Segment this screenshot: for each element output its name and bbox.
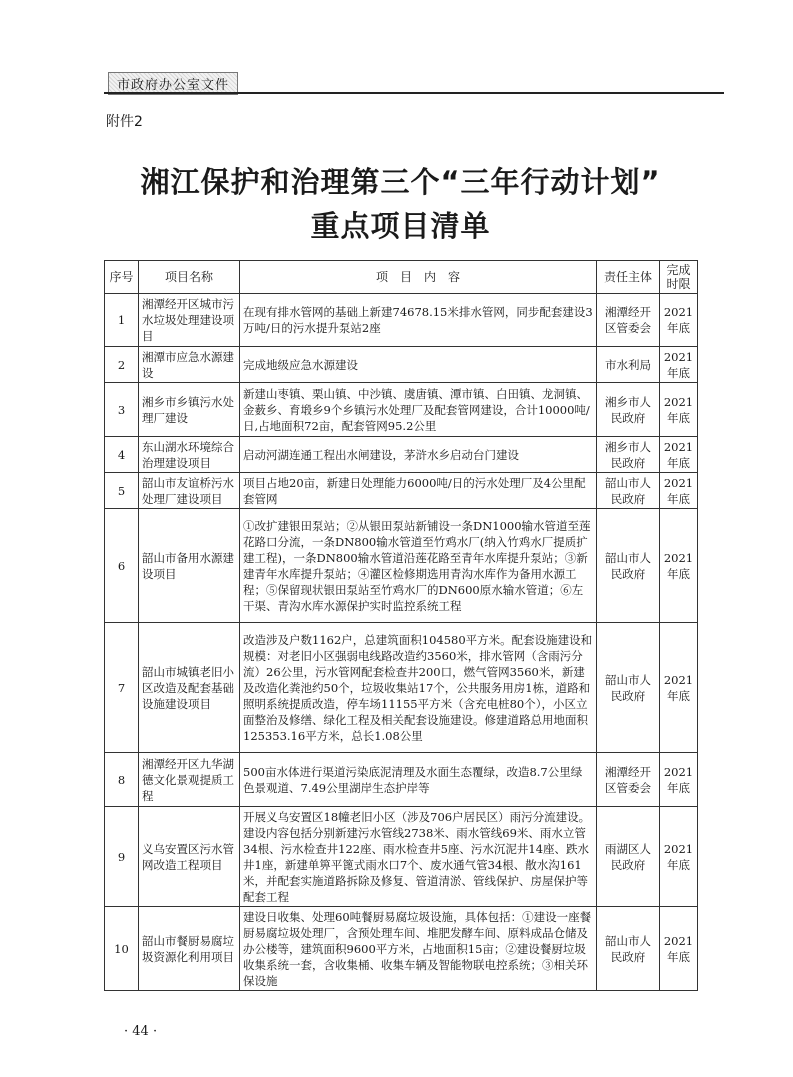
row-no: 6 <box>105 509 139 623</box>
row-name: 湘潭经开区九华湖德文化景观提质工程 <box>139 753 240 807</box>
row-content: 项目占地20亩，新建日处理能力6000吨/日的污水处理厂及4公里配套管网 <box>240 473 597 509</box>
row-owner: 雨湖区人民政府 <box>597 807 660 907</box>
row-name: 韶山市备用水源建设项目 <box>139 509 240 623</box>
row-deadline: 2021年底 <box>660 807 698 907</box>
row-owner: 市水利局 <box>597 347 660 383</box>
row-no: 4 <box>105 437 139 473</box>
row-content: 完成地级应急水源建设 <box>240 347 597 383</box>
row-deadline: 2021年底 <box>660 383 698 437</box>
header-owner: 责任主体 <box>597 261 660 294</box>
page-title-line1: 湘江保护和治理第三个“三年行动计划” <box>140 165 661 199</box>
row-no: 5 <box>105 473 139 509</box>
table-row <box>105 753 698 807</box>
row-content: ①改扩建银田泵站；②从银田泵站新铺设一条DN1000输水管道至莲花路口分流，一条DN800输水管道至竹鸡水厂(纳入竹鸡水厂提质扩建工程)，一条DN800输水管道沿莲花路至青年水库提升泵站；③新建青年水库提升泵站；④灌区检修期选用青沟水库作为备用水源工程；⑤保留现状银田泵站至竹鸡水厂的DN600原水输水管道；⑥左干渠、青沟水库水源保护实时监控系统工程 <box>240 509 597 623</box>
row-owner: 韶山市人民政府 <box>597 473 660 509</box>
row-name: 韶山市友谊桥污水处理厂建设项目 <box>139 473 240 509</box>
row-name: 湘潭市应急水源建设 <box>139 347 240 383</box>
row-no: 1 <box>105 294 139 347</box>
page-title-line2: 重点项目清单 <box>310 209 491 243</box>
row-content: 建设日收集、处理60吨餐厨易腐垃圾设施，具体包括：①建设一座餐厨易腐垃圾处理厂，含预处理车间、堆肥发酵车间、原料成品仓储及办公楼等，建筑面积9600平方米，占地面积15亩；②建设餐厨垃圾收集系统一套，含收集桶、收集车辆及智能物联电控系统；③相关环保设施 <box>240 907 597 991</box>
row-deadline: 2021年底 <box>660 509 698 623</box>
page-number: · 44 · <box>124 1024 158 1039</box>
row-no: 8 <box>105 753 139 807</box>
row-owner: 韶山市人民政府 <box>597 623 660 753</box>
row-name: 义乌安置区污水管网改造工程项目 <box>139 807 240 907</box>
row-owner: 湘潭经开区管委会 <box>597 294 660 347</box>
row-no: 3 <box>105 383 139 437</box>
row-content: 启动河湖连通工程出水闸建设，茅浒水乡启动台门建设 <box>240 437 597 473</box>
row-content: 500亩水体进行渠道污染底泥清理及水面生态覆绿，改造8.7公里绿色景观道、7.49公里湖岸生态护岸等 <box>240 753 597 807</box>
header-content: 项 目 内 容 <box>240 261 597 294</box>
attachment-label: 附件2 <box>106 114 143 130</box>
row-deadline: 2021年底 <box>660 473 698 509</box>
header-no: 序号 <box>105 261 139 294</box>
row-no: 2 <box>105 347 139 383</box>
table-row <box>105 623 698 753</box>
row-deadline: 2021年底 <box>660 753 698 807</box>
row-owner: 湘潭经开区管委会 <box>597 753 660 807</box>
table-row <box>105 437 698 473</box>
row-deadline: 2021年底 <box>660 907 698 991</box>
table-row <box>105 383 698 437</box>
row-no: 9 <box>105 807 139 907</box>
row-deadline: 2021年底 <box>660 347 698 383</box>
row-content: 改造涉及户数1162户，总建筑面积104580平方米。配套设施建设和规模：对老旧小区强弱电线路改造约3560米，排水管网（含雨污分流）26公里，污水管网配套检查井200口，燃气管网3560米，新建及改造化粪池约50个，垃圾收集站17个，公共服务用房1栋，道路和照明系统提质改造，停车场11155平方米（含充电桩80个），小区立面整治及修缮、绿化工程及相关配套设施建设。修建道路总用地面积125353.16平方米，总长1.08公里 <box>240 623 597 753</box>
row-owner: 韶山市人民政府 <box>597 509 660 623</box>
table-row <box>105 294 698 347</box>
row-name: 韶山市城镇老旧小区改造及配套基础设施建设项目 <box>139 623 240 753</box>
table-row <box>105 509 698 623</box>
row-name: 湘潭经开区城市污水垃圾处理建设项目 <box>139 294 240 347</box>
row-content: 在现有排水管网的基础上新建74678.15米排水管网，同步配套建设3万吨/日的污水提升泵站2座 <box>240 294 597 347</box>
row-deadline: 2021年底 <box>660 294 698 347</box>
header-rule <box>104 92 724 94</box>
header-deadline: 完成时限 <box>660 261 698 294</box>
table-row <box>105 473 698 509</box>
row-no: 10 <box>105 907 139 991</box>
table-row <box>105 347 698 383</box>
row-name: 湘乡市乡镇污水处理厂建设 <box>139 383 240 437</box>
row-owner: 韶山市人民政府 <box>597 907 660 991</box>
project-table <box>104 260 698 991</box>
table-row <box>105 807 698 907</box>
table-header-row <box>105 261 698 294</box>
row-name: 韶山市餐厨易腐垃圾资源化利用项目 <box>139 907 240 991</box>
row-owner: 湘乡市人民政府 <box>597 437 660 473</box>
row-deadline: 2021年底 <box>660 623 698 753</box>
row-content: 新建山枣镇、栗山镇、中沙镇、虞唐镇、潭市镇、白田镇、龙洞镇、金薮乡、育塅乡9个乡镇污水处理厂及配套管网建设，合计10000吨/日,占地面积72亩，配套管网95.2公里 <box>240 383 597 437</box>
row-owner: 湘乡市人民政府 <box>597 383 660 437</box>
row-deadline: 2021年底 <box>660 437 698 473</box>
row-name: 东山湖水环境综合治理建设项目 <box>139 437 240 473</box>
row-content: 开展义乌安置区18幢老旧小区（涉及706户居民区）雨污分流建设。建设内容包括分别新建污水管线2738米、雨水管线69米、雨水立管34根、污水检查井122座、雨水检查井5座、污水沉泥井14座、跌水井1座，新建单箅平篦式雨水口7个、废水通气管34根、散水沟161米，并配套实施道路拆除及修复、管道清淤、管线保护、房屋保护等配套工程 <box>240 807 597 907</box>
row-no: 7 <box>105 623 139 753</box>
table-row <box>105 907 698 991</box>
header-tag: 市政府办公室文件 <box>108 72 238 95</box>
header-name: 项目名称 <box>139 261 240 294</box>
